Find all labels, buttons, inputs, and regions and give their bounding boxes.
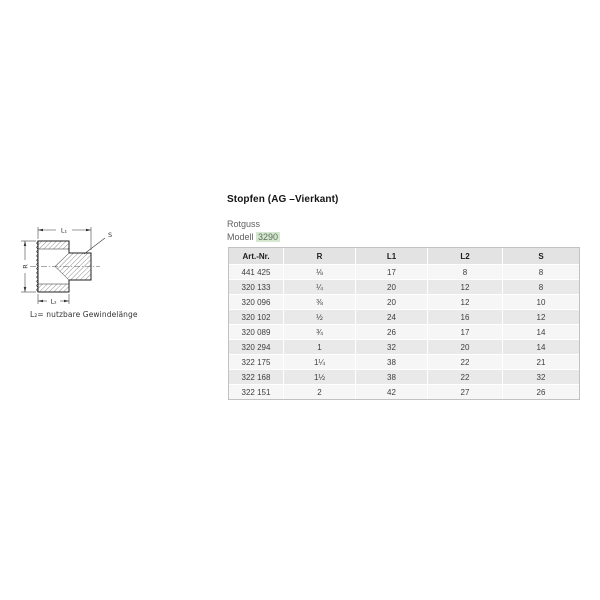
table-cell: 1½: [284, 370, 356, 385]
column-header: S: [503, 248, 579, 265]
table-cell: 8: [428, 265, 503, 280]
table-cell: ½: [284, 310, 356, 325]
s-leader-line: [84, 238, 105, 254]
table-row: [229, 310, 579, 325]
table-cell: ⅜: [284, 295, 356, 310]
column-header: L1: [356, 248, 428, 265]
plug-cross-section-diagram: [14, 216, 136, 310]
table-cell: 320 294: [229, 340, 284, 355]
column-header: R: [284, 248, 356, 265]
table-header-row: [229, 248, 579, 265]
table-row: [229, 340, 579, 355]
table-cell: 1: [284, 340, 356, 355]
table-cell: 8: [503, 265, 579, 280]
table-cell: ⅛: [284, 265, 356, 280]
table-cell: 26: [356, 325, 428, 340]
dimension-label-l2: L₂: [50, 297, 57, 306]
table-cell: 320 089: [229, 325, 284, 340]
table-row: [229, 265, 579, 280]
table-row: [229, 325, 579, 340]
table-cell: 38: [356, 355, 428, 370]
table-row: [229, 280, 579, 295]
table-cell: 14: [503, 340, 579, 355]
table-cell: 322 175: [229, 355, 284, 370]
table-cell: 26: [503, 385, 579, 399]
dimension-label-r: R: [21, 264, 30, 269]
column-header: L2: [428, 248, 503, 265]
table-cell: 20: [428, 340, 503, 355]
table-cell: 441 425: [229, 265, 284, 280]
thread-profile: [37, 241, 38, 292]
model-label: Modell: [227, 231, 254, 242]
table-cell: ¾: [284, 325, 356, 340]
table-cell: 320 096: [229, 295, 284, 310]
table-cell: ¼: [284, 280, 356, 295]
table-cell: 14: [503, 325, 579, 340]
table-cell: 17: [356, 265, 428, 280]
table-cell: 12: [428, 280, 503, 295]
table-cell: 21: [503, 355, 579, 370]
dimension-label-s: S: [108, 231, 113, 239]
table-cell: 32: [503, 370, 579, 385]
table-cell: 20: [356, 280, 428, 295]
table-cell: 320 133: [229, 280, 284, 295]
table-cell: 17: [428, 325, 503, 340]
table-cell: 42: [356, 385, 428, 399]
table-cell: 22: [428, 355, 503, 370]
subtitle-block: [227, 218, 280, 243]
dimension-table: [228, 247, 580, 400]
table-row: [229, 295, 579, 310]
column-header: Art.-Nr.: [229, 248, 284, 265]
table-row: [229, 370, 579, 385]
table-cell: 322 168: [229, 370, 284, 385]
material-label: Rotguss: [227, 219, 261, 229]
table-cell: 320 102: [229, 310, 284, 325]
table-cell: 12: [503, 310, 579, 325]
model-number-badge: 3290: [258, 231, 279, 242]
diagram-caption: L₂= nutzbare Gewindelänge: [30, 310, 138, 319]
table-row: [229, 355, 579, 370]
table-cell: 12: [428, 295, 503, 310]
page-title: Stopfen (AG –Vierkant): [227, 194, 339, 205]
table-cell: 38: [356, 370, 428, 385]
table-row: [229, 385, 579, 399]
dimension-label-l1: L₁: [60, 226, 68, 235]
table-cell: 16: [428, 310, 503, 325]
table-cell: 2: [284, 385, 356, 399]
model-line: [227, 231, 280, 244]
table-cell: 24: [356, 310, 428, 325]
table-cell: 22: [428, 370, 503, 385]
table-cell: 322 151: [229, 385, 284, 399]
table-cell: 32: [356, 340, 428, 355]
table-cell: 20: [356, 295, 428, 310]
table-cell: 27: [428, 385, 503, 399]
table-cell: 8: [503, 280, 579, 295]
table-cell: 10: [503, 295, 579, 310]
table-cell: 1¼: [284, 355, 356, 370]
